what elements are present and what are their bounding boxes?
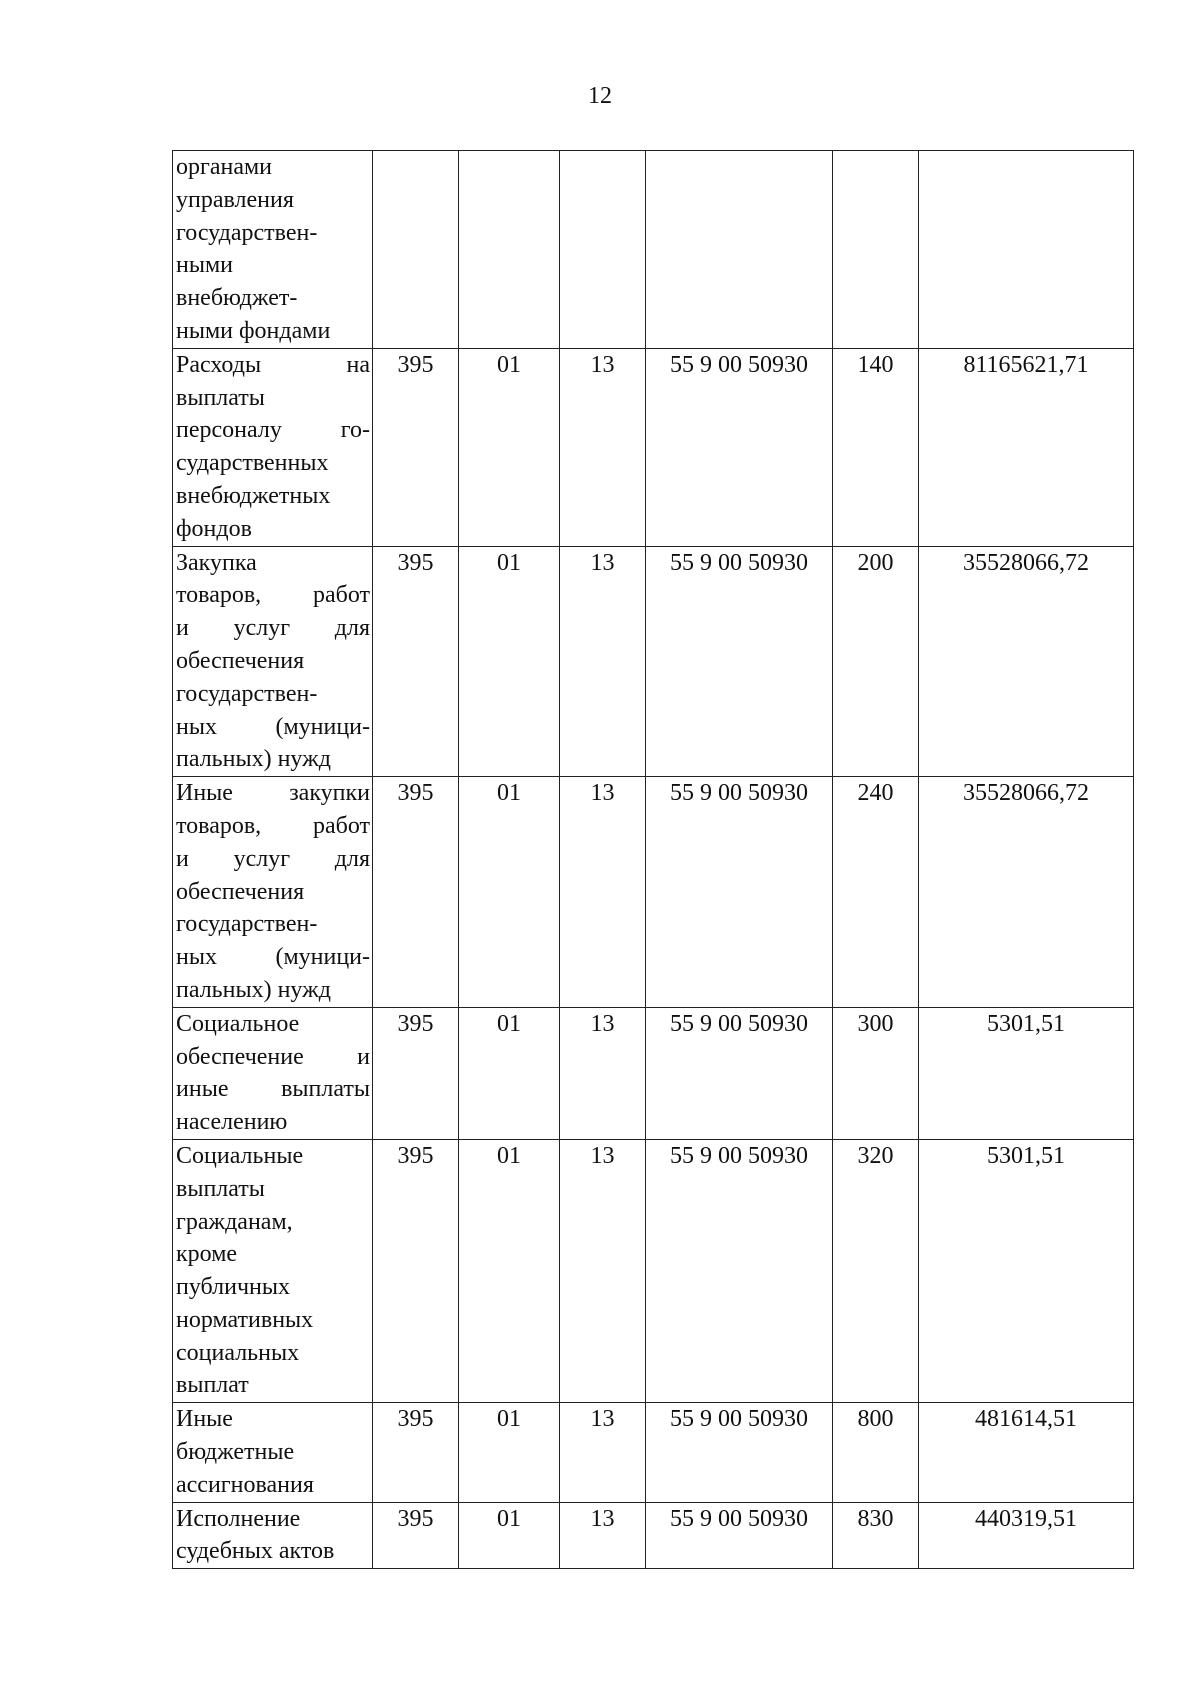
cell-vr: 320	[833, 1139, 919, 1402]
cell-ved: 395	[373, 1502, 459, 1569]
name-line: ассигнования	[176, 1471, 314, 1498]
cell-csr: 55 9 00 50930	[646, 777, 833, 1008]
cell-ved: 395	[373, 1007, 459, 1139]
page-number: 12	[588, 83, 612, 109]
table-row	[173, 1007, 1134, 1139]
name-line: иные выплаты	[176, 1076, 370, 1103]
name-line: Исполнение	[176, 1505, 301, 1532]
cell-vr: 200	[833, 546, 919, 777]
cell-amount: 81165621,71	[919, 348, 1134, 546]
name-line: управления	[176, 186, 294, 213]
cell-pr: 13	[560, 1139, 646, 1402]
cell-vr: 800	[833, 1403, 919, 1502]
name-line: государствен-	[176, 680, 318, 707]
cell-csr: 55 9 00 50930	[646, 1403, 833, 1502]
cell-rz: 01	[459, 348, 560, 546]
table-row	[173, 1502, 1134, 1569]
cell-name	[173, 1139, 373, 1402]
name-line: пальных) нужд	[176, 976, 331, 1003]
name-line: Иные	[176, 1406, 233, 1433]
cell-rz	[459, 151, 560, 349]
name-line: ных (муници-	[176, 713, 370, 740]
cell-name	[173, 546, 373, 777]
cell-amount: 440319,51	[919, 1502, 1134, 1569]
cell-ved: 395	[373, 1403, 459, 1502]
name-line: судебных актов	[176, 1538, 335, 1565]
table-row	[173, 546, 1134, 777]
cell-amount: 35528066,72	[919, 777, 1134, 1008]
name-line: кроме	[176, 1241, 238, 1268]
name-line: государствен-	[176, 911, 318, 938]
cell-csr: 55 9 00 50930	[646, 546, 833, 777]
cell-vr	[833, 151, 919, 349]
name-line: органами	[176, 154, 273, 180]
name-line: Социальные	[176, 1142, 304, 1169]
name-line: сударственных	[176, 450, 329, 477]
cell-ved: 395	[373, 348, 459, 546]
table-row	[173, 151, 1134, 349]
cell-amount: 5301,51	[919, 1007, 1134, 1139]
name-line: персоналу го-	[176, 417, 370, 444]
name-line: обеспечение и	[176, 1043, 370, 1070]
cell-vr: 240	[833, 777, 919, 1008]
name-line: и услуг для	[176, 845, 370, 872]
cell-name	[173, 151, 373, 349]
name-line: выплаты	[176, 1175, 265, 1202]
cell-name	[173, 1007, 373, 1139]
cell-csr: 55 9 00 50930	[646, 1139, 833, 1402]
name-line: выплаты	[176, 384, 265, 411]
cell-amount: 35528066,72	[919, 546, 1134, 777]
cell-pr: 13	[560, 1007, 646, 1139]
name-line: товаров, работ	[176, 582, 370, 609]
cell-name	[173, 1502, 373, 1569]
name-line: ными фондами	[176, 317, 331, 344]
name-line: обеспечения	[176, 647, 305, 674]
cell-pr	[560, 151, 646, 349]
name-line: Закупка	[176, 549, 257, 576]
table-row	[173, 348, 1134, 546]
name-line: населению	[176, 1109, 288, 1136]
name-line: нормативных	[176, 1306, 314, 1333]
cell-ved: 395	[373, 777, 459, 1008]
cell-pr: 13	[560, 546, 646, 777]
table-body	[173, 151, 1134, 1569]
cell-rz: 01	[459, 1139, 560, 1402]
name-line: внебюджетных	[176, 482, 331, 509]
cell-vr: 830	[833, 1502, 919, 1569]
cell-csr: 55 9 00 50930	[646, 348, 833, 546]
cell-amount: 5301,51	[919, 1139, 1134, 1402]
cell-name	[173, 348, 373, 546]
cell-csr: 55 9 00 50930	[646, 1502, 833, 1569]
name-line: и услуг для	[176, 615, 370, 642]
name-line: Расходы на	[176, 351, 370, 378]
name-line: бюджетные	[176, 1439, 295, 1466]
table-row	[173, 1403, 1134, 1502]
name-line: ными	[176, 252, 233, 279]
cell-csr	[646, 151, 833, 349]
cell-vr: 140	[833, 348, 919, 546]
cell-amount	[919, 151, 1134, 349]
name-line: пальных) нужд	[176, 746, 331, 773]
name-line: фондов	[176, 515, 252, 542]
name-line: товаров, работ	[176, 812, 370, 839]
cell-rz: 01	[459, 1403, 560, 1502]
cell-rz: 01	[459, 1007, 560, 1139]
cell-rz: 01	[459, 546, 560, 777]
cell-rz: 01	[459, 1502, 560, 1569]
cell-rz: 01	[459, 777, 560, 1008]
cell-amount: 481614,51	[919, 1403, 1134, 1502]
cell-pr: 13	[560, 777, 646, 1008]
name-line: государствен-	[176, 219, 318, 246]
cell-ved	[373, 151, 459, 349]
name-line: ных (муници-	[176, 944, 370, 971]
cell-pr: 13	[560, 1403, 646, 1502]
name-line: публичных	[176, 1274, 290, 1301]
cell-pr: 13	[560, 1502, 646, 1569]
name-line: выплат	[176, 1372, 249, 1399]
name-line: гражданам,	[176, 1208, 293, 1235]
cell-ved: 395	[373, 1139, 459, 1402]
budget-table	[172, 150, 1134, 1569]
name-line: внебюджет-	[176, 285, 298, 312]
cell-vr: 300	[833, 1007, 919, 1139]
name-line: Социальное	[176, 1010, 300, 1037]
table-row	[173, 1139, 1134, 1402]
table-row	[173, 777, 1134, 1008]
name-line: обеспечения	[176, 878, 305, 905]
cell-name	[173, 777, 373, 1008]
name-line: Иные закупки	[176, 780, 370, 807]
name-line: социальных	[176, 1339, 300, 1366]
cell-ved: 395	[373, 546, 459, 777]
cell-name	[173, 1403, 373, 1502]
cell-csr: 55 9 00 50930	[646, 1007, 833, 1139]
cell-pr: 13	[560, 348, 646, 546]
